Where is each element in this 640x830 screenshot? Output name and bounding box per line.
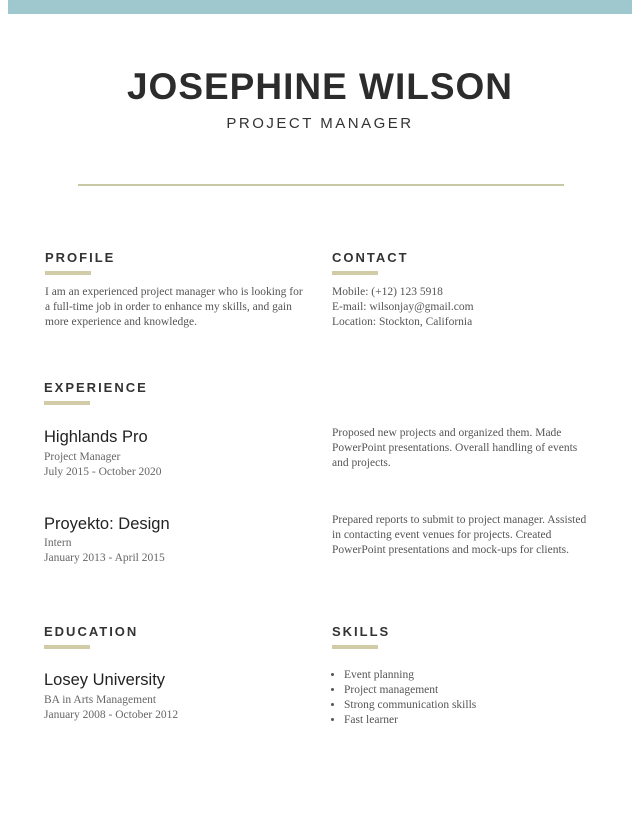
job-company: Highlands Pro [44,428,148,446]
profile-heading: PROFILE [45,250,116,265]
job-description: Prepared reports to submit to project manager. Assisted in contacting event venues for projects. Created PowerPoint presentations and mock-ups for clients. [332,514,587,556]
contact-email: E-mail: wilsonjay@gmail.com [332,301,474,313]
skills-underline [332,645,378,649]
education-heading: EDUCATION [44,624,139,639]
candidate-name: JOSEPHINE WILSON [126,66,514,107]
skill-item: • Strong communication skills [344,698,476,713]
skills-list [332,668,476,728]
experience-underline [44,401,90,405]
education-degree: BA in Arts Management [44,694,157,706]
job-dates: July 2015 - October 2020 [44,466,162,478]
job-dates: January 2013 - April 2015 [44,552,165,564]
profile-text: I am an experienced project manager who is looking for a full-time job in order to enhance my skills, and gain more experience and knowledge. [45,286,303,328]
contact-underline [332,271,378,275]
candidate-role: PROJECT MANAGER [226,115,414,132]
skill-item: • Event planning [344,668,476,683]
skill-item: • Project management [344,683,476,698]
education-underline [44,645,90,649]
contact-mobile: Mobile: (+12) 123 5918 [332,286,443,298]
experience-heading: EXPERIENCE [44,380,148,395]
contact-heading: CONTACT [332,250,409,265]
skill-item: • Fast learner [344,713,476,728]
header-divider [78,184,564,186]
job-position: Intern [44,537,72,549]
education-school: Losey University [44,671,166,689]
skills-heading: SKILLS [332,624,391,639]
profile-underline [45,271,91,275]
education-dates: January 2008 - October 2012 [44,709,179,721]
contact-location: Location: Stockton, California [332,316,473,328]
top-accent-bar [8,0,632,14]
job-position: Project Manager [44,451,121,463]
job-description: Proposed new projects and organized them. Made PowerPoint presentations. Overall handling of events and projects. [332,427,578,469]
job-company: Proyekto: Design [44,515,170,533]
